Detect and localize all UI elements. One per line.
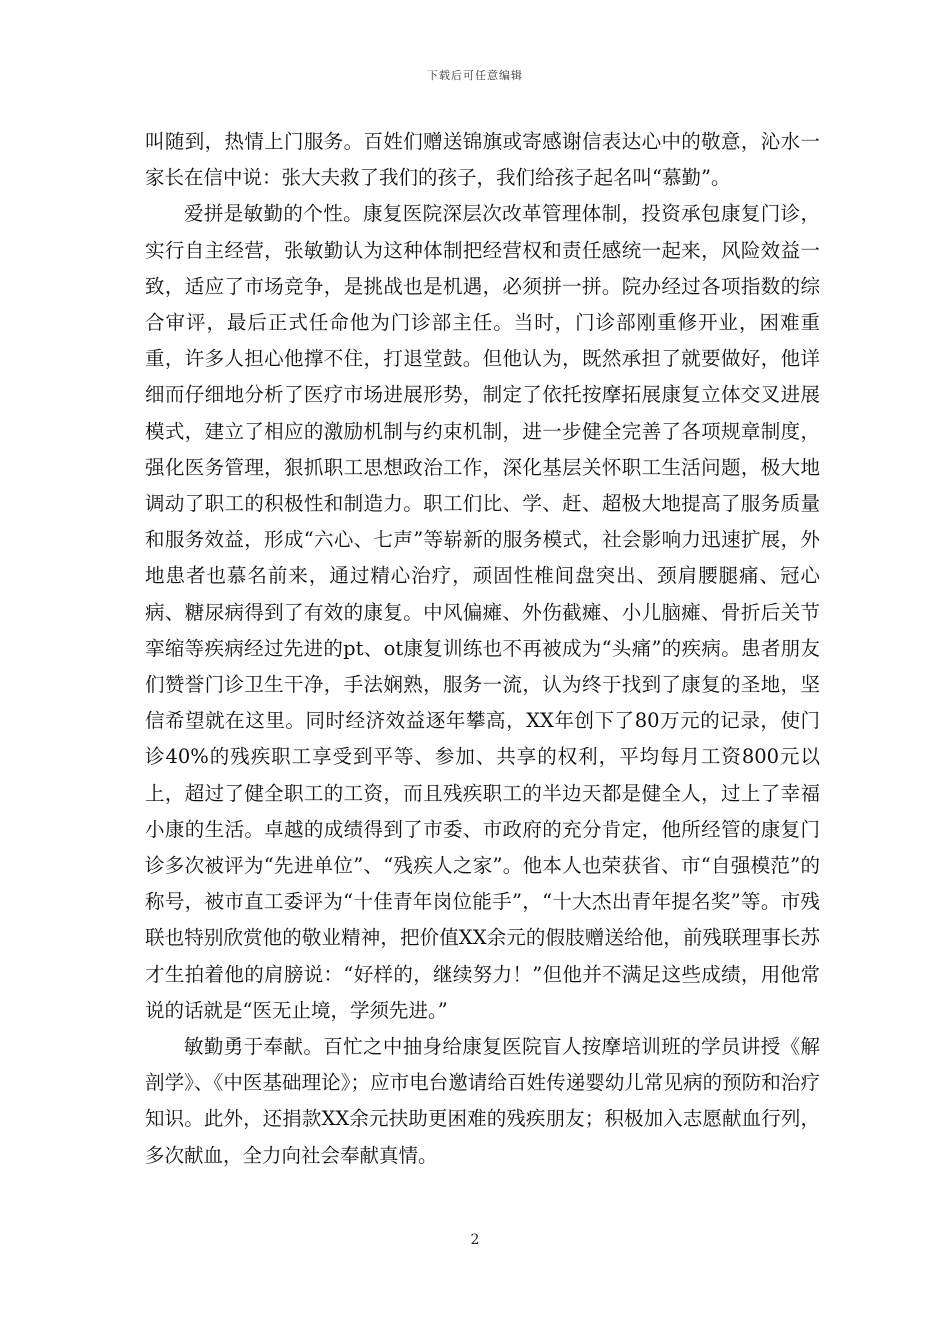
page-number: 2 — [470, 1232, 480, 1248]
document-body — [145, 124, 820, 1174]
paragraph-dedication: 敏勤勇于奉献。百忙之中抽身给康复医院盲人按摩培训班的学员讲授《解剖学》、《中医基础理论》；应市电台邀请给百姓传递婴幼儿常见病的预防和治疗知识。此外，还捐款XX余元扶助更困难的残疾朋友；积极加入志愿献血行列，多次献血，全力向社会奉献真情。 — [145, 1035, 820, 1167]
paragraph-hardworking: 爱拼是敏勤的个性。康复医院深层次改革管理体制，投资承包康复门诊，实行自主经营，张敏勤认为这种体制把经营权和责任感统一起来，风险效益一致，适应了市场竞争，是挑战也是机遇，必须拼一拼。院办经过各项指数的综合审评，最后正式任命他为门诊部主任。当时，门诊部刚重修开业，困难重重，许多人担心他撑不住，打退堂鼓。但他认为，既然承担了就要做好，他详细而仔细地分析了医疗市场进展形势，制定了依托按摩拓展康复立体交叉进展模式，建立了相应的激励机制与约束机制，进一步健全完善了各项规章制度，强化医务管理，狠抓职工思想政治工作，深化基层关怀职工生活问题，极大地调动了职工的积极性和制造力。职工们比、学、赶、超极大地提高了服务质量和服务效益，形成“六心、七声”等崭新的服务模式，社会影响力迅速扩展，外地患者也慕名前来，通过精心治疗，顽固性椎间盘突出、颈肩腰腿痛、冠心病、糖尿病得到了有效的康复。中风偏瘫、外伤截瘫、小儿脑瘫、骨折后关节挛缩等疾病经过先进的pt、ot康复训练也不再被成为“头痛”的疾病。患者朋友们赞誉门诊卫生干净，手法娴熟，服务一流，认为终于找到了康复的圣地，坚信希望就在这里。同时经济效益逐年攀高，XX年创下了80万元的记录，使门诊40%的残疾职工享受到平等、参加、共享的权利，平均每月工资800元以上，超过了健全职工的工资，而且残疾职工的半边天都是健全人，过上了幸福小康的生活。卓越的成绩得到了市委、市政府的充分肯定，他所经管的康复门诊多次被评为“先进单位”、“残疾人之家”。他本人也荣获省、市“自强模范”的称号，被市直工委评为“十佳青年岗位能手”，“十大杰出青年提名奖”等。市残联也特别欣赏他的敬业精神，把价值XX余元的假肢赠送给他，前残联理事长苏才生拍着他的肩膀说：“好样的，继续努力！”但他并不满足这些成绩，用他常说的话就是“医无止境，学须先进。” — [145, 202, 820, 1022]
page-header: 下载后可任意编辑 — [427, 69, 523, 82]
paragraph-continuation: 叫随到，热情上门服务。百姓们赠送锦旗或寄感谢信表达心中的敬意，沁水一家长在信中说：张大夫救了我们的孩子，我们给孩子起名叫“慕勤”。 — [145, 130, 820, 190]
